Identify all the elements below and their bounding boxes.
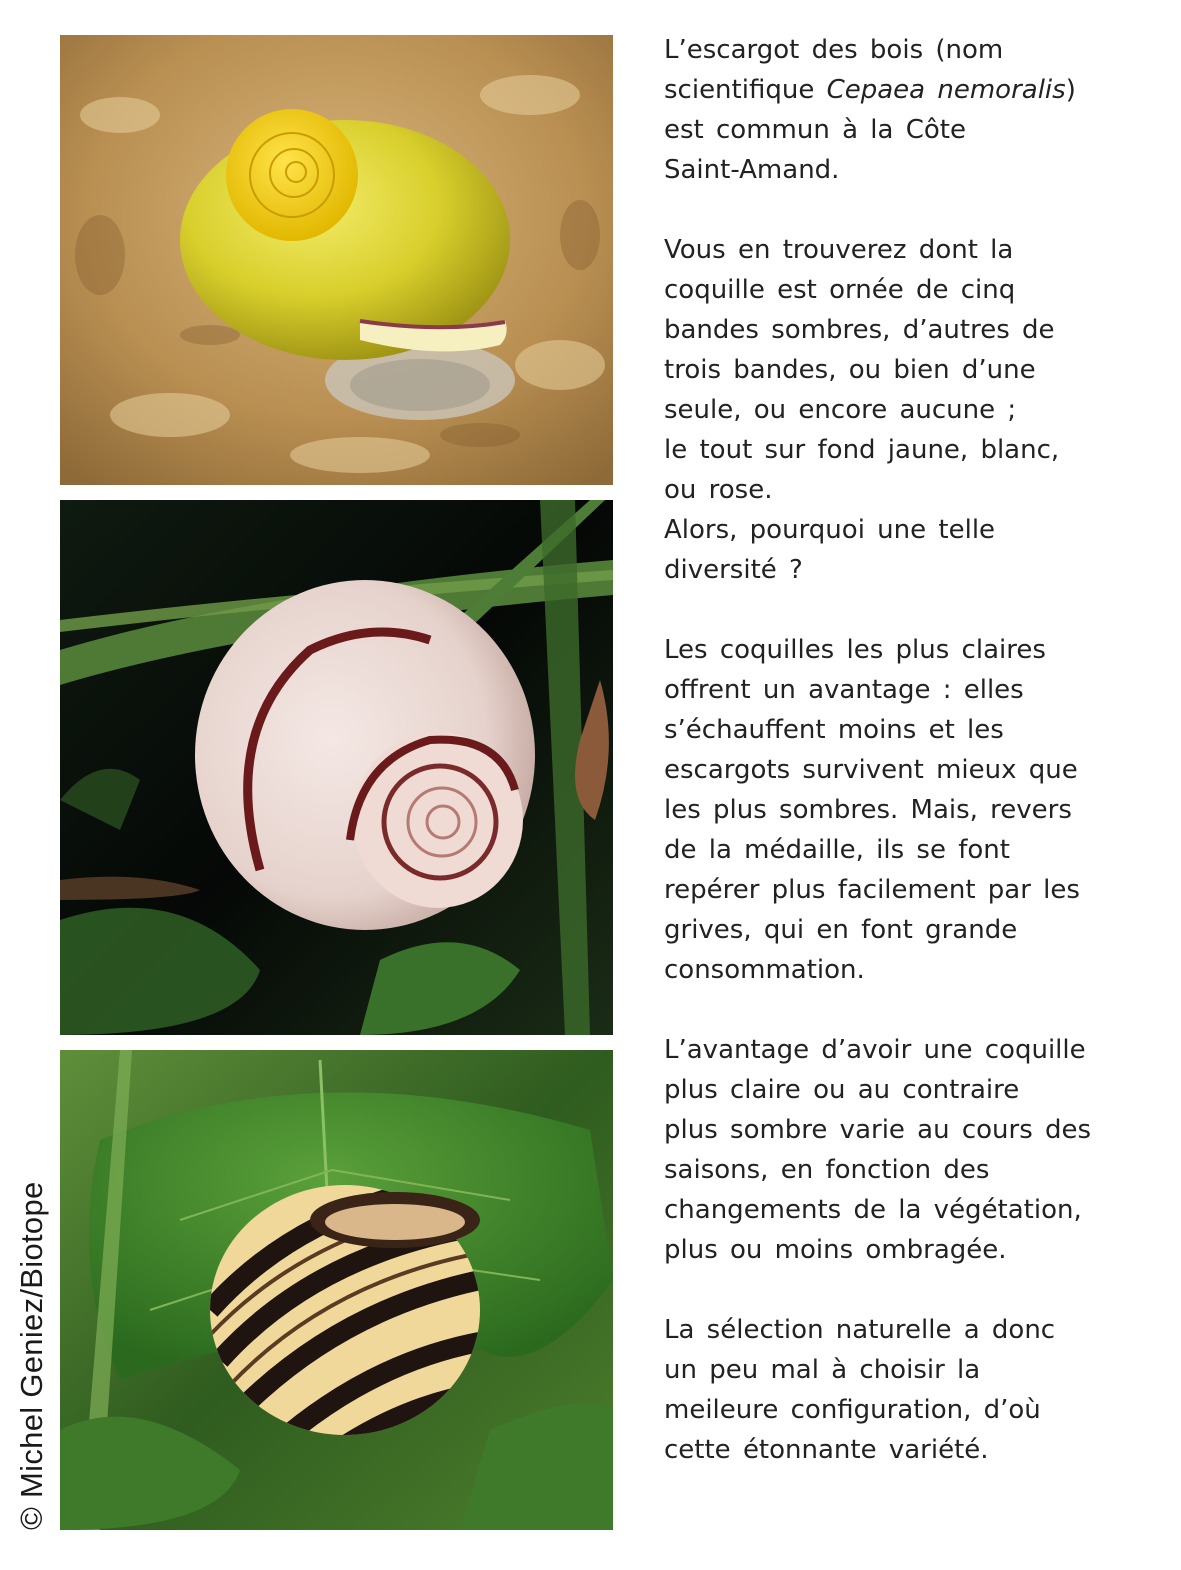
photo-credit	[14, 1181, 63, 1530]
text-line: escargots survivent mieux que	[664, 755, 1078, 785]
text-line: plus claire ou au contraire	[664, 1075, 1020, 1105]
photo-yellow-snail	[60, 35, 613, 485]
text-line: consommation.	[664, 955, 865, 985]
text-line: La sélection naturelle a donc	[664, 1315, 1056, 1345]
text-line: offrent un avantage : elles	[664, 675, 1024, 705]
text-line: repérer plus facilement par les	[664, 875, 1080, 905]
text-line: un peu mal à choisir la	[664, 1355, 981, 1385]
photo-pink-snail	[60, 500, 613, 1035]
text-fragment: )	[1065, 75, 1076, 105]
text-line: saisons, en fonction des	[664, 1155, 990, 1185]
text-line: cette étonnante variété.	[664, 1435, 989, 1465]
text-line: L’escargot des bois (nom	[664, 35, 1004, 65]
text-line: coquille est ornée de cinq	[664, 275, 1016, 305]
text-line: Les coquilles les plus claires	[664, 635, 1046, 665]
pink-snail-image	[60, 500, 613, 1035]
text-line: ou rose.	[664, 475, 773, 505]
text-line: est commun à la Côte	[664, 115, 966, 145]
text-line: diversité ?	[664, 555, 803, 585]
text-line: seule, ou encore aucune ;	[664, 395, 1017, 425]
paragraph-advantage	[664, 630, 1169, 990]
text-line: L’avantage d’avoir une coquille	[664, 1035, 1086, 1065]
text-line: plus ou moins ombragée.	[664, 1235, 1007, 1265]
text-line: Saint-Amand.	[664, 155, 840, 185]
photo-banded-snail	[60, 1050, 613, 1530]
text-line: le tout sur fond jaune, blanc,	[664, 435, 1060, 465]
text-line: grives, qui en font grande	[664, 915, 1018, 945]
text-line: plus sombre varie au cours des	[664, 1115, 1092, 1145]
paragraph-selection	[664, 1310, 1169, 1470]
text-line: s’échauffent moins et les	[664, 715, 1004, 745]
text-line: trois bandes, ou bien d’une	[664, 355, 1036, 385]
text-line: Vous en trouverez dont la	[664, 235, 1014, 265]
scientific-name: Cepaea nemoralis	[826, 75, 1066, 105]
text-line: bandes sombres, d’autres de	[664, 315, 1055, 345]
article-text	[664, 30, 1169, 1510]
yellow-snail-image	[60, 35, 613, 485]
text-line: changements de la végétation,	[664, 1195, 1082, 1225]
text-line: de la médaille, ils se font	[664, 835, 1010, 865]
paragraph-diversity	[664, 230, 1169, 590]
text-line: Alors, pourquoi une telle	[664, 515, 996, 545]
banded-snail-image	[60, 1050, 613, 1530]
text-fragment: scientifique	[664, 75, 827, 105]
paragraph-intro	[664, 30, 1169, 190]
text-line: meileure configuration, d’où	[664, 1395, 1041, 1425]
text-line	[664, 70, 1169, 110]
text-line: les plus sombres. Mais, revers	[664, 795, 1072, 825]
photo-credit-text: © Michel Geniez/Biotope	[14, 1181, 49, 1530]
paragraph-seasons	[664, 1030, 1169, 1270]
